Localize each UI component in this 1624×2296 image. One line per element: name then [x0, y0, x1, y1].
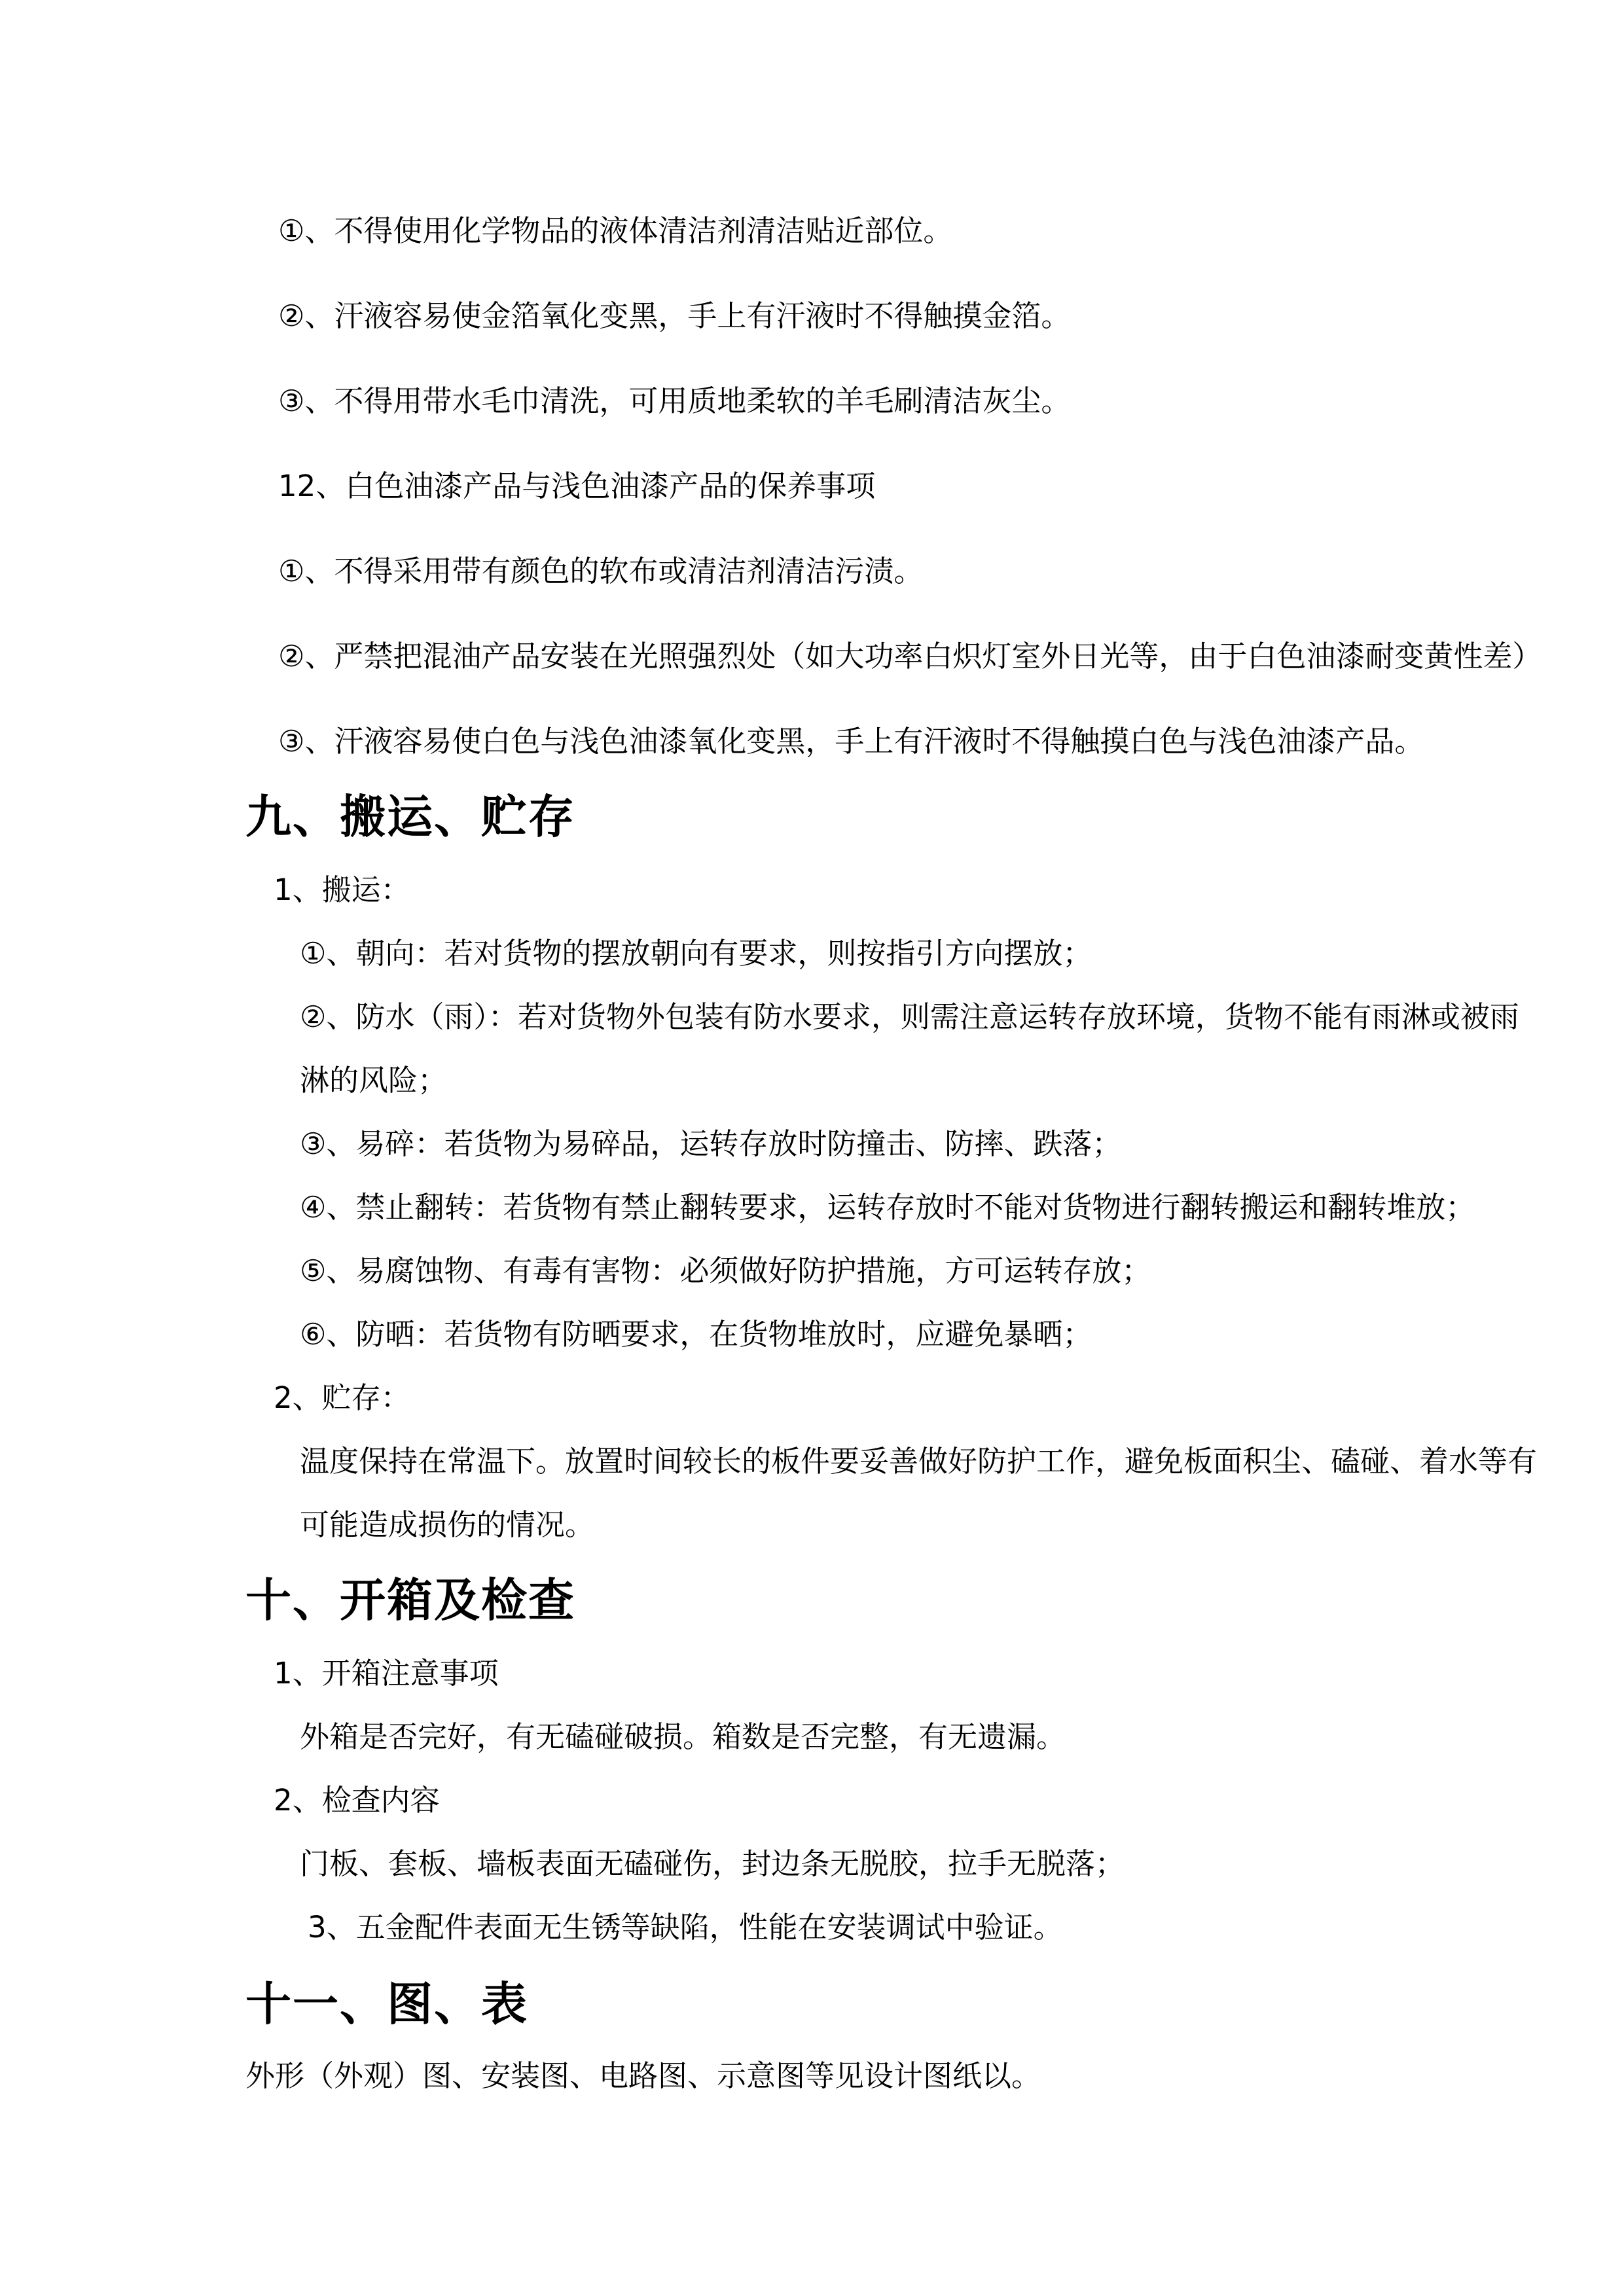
- sub-item-inspection-content: 2、检查内容: [274, 1783, 440, 1818]
- inspection-paragraph-line: 门板、套板、墙板表面无磕碰伤，封边条无脱胶，拉手无脱落；: [300, 1846, 1125, 1881]
- handling-item: ①、朝向：若对货物的摆放朝向有要求，则按指引方向摆放；: [300, 936, 1092, 971]
- section-10-heading: 十、开箱及检查: [245, 1573, 575, 1627]
- storage-paragraph-line: 可能造成损伤的情况。: [300, 1507, 595, 1542]
- care-item: ①、不得采用带有颜色的软布或清洁剂清洁污渍。: [278, 554, 924, 588]
- handling-item-continuation: 淋的风险；: [300, 1063, 448, 1098]
- handling-item: ②、防水（雨）：若对货物外包装有防水要求，则需注意运转存放环境，货物不能有雨淋或被雨: [300, 999, 1519, 1034]
- care-item: ③、不得用带水毛巾清洗，可用质地柔软的羊毛刷清洁灰尘。: [278, 384, 1071, 418]
- sub-item-storage: 2、贮存：: [274, 1380, 410, 1415]
- handling-item: ⑥、防晒：若货物有防晒要求，在货物堆放时，应避免暴晒；: [300, 1317, 1092, 1352]
- section-11-heading: 十一、图、表: [245, 1977, 528, 2031]
- sub-item-handling: 1、搬运：: [274, 872, 410, 907]
- drawings-paragraph-line: 外形（外观）图、安装图、电路图、示意图等见设计图纸以。: [245, 2058, 1041, 2093]
- unboxing-paragraph-line: 外箱是否完好，有无磕碰破损。箱数是否完整，有无遗漏。: [300, 1719, 1066, 1754]
- care-item: ③、汗液容易使白色与浅色油漆氧化变黑，手上有汗液时不得触摸白色与浅色油漆产品。: [278, 724, 1424, 759]
- care-item: ②、汗液容易使金箔氧化变黑，手上有汗液时不得触摸金箔。: [278, 298, 1071, 333]
- care-item: ②、严禁把混油产品安装在光照强烈处（如大功率白炽灯室外日光等，由于白色油漆耐变黄性差）: [278, 639, 1542, 673]
- inspection-item-3: 3、五金配件表面无生锈等缺陷，性能在安装调试中验证。: [308, 1910, 1063, 1945]
- section-9-heading: 九、搬运、贮存: [245, 790, 575, 844]
- care-item-12-heading: 12、白色油漆产品与浅色油漆产品的保养事项: [278, 469, 876, 503]
- document-body: [245, 0, 1624, 2092]
- care-item: ①、不得使用化学物品的液体清洁剂清洁贴近部位。: [278, 213, 953, 248]
- handling-item: ④、禁止翻转：若货物有禁止翻转要求，运转存放时不能对货物进行翻转搬运和翻转堆放；: [300, 1190, 1475, 1225]
- handling-item: ⑤、易腐蚀物、有毒有害物：必须做好防护措施，方可运转存放；: [300, 1253, 1151, 1288]
- handling-item: ③、易碎：若货物为易碎品，运转存放时防撞击、防摔、跌落；: [300, 1126, 1122, 1161]
- storage-paragraph-line: 温度保持在常温下。放置时间较长的板件要妥善做好防护工作，避免板面积尘、磕碰、着水等有: [300, 1444, 1538, 1479]
- sub-item-unboxing-notes: 1、开箱注意事项: [274, 1656, 499, 1691]
